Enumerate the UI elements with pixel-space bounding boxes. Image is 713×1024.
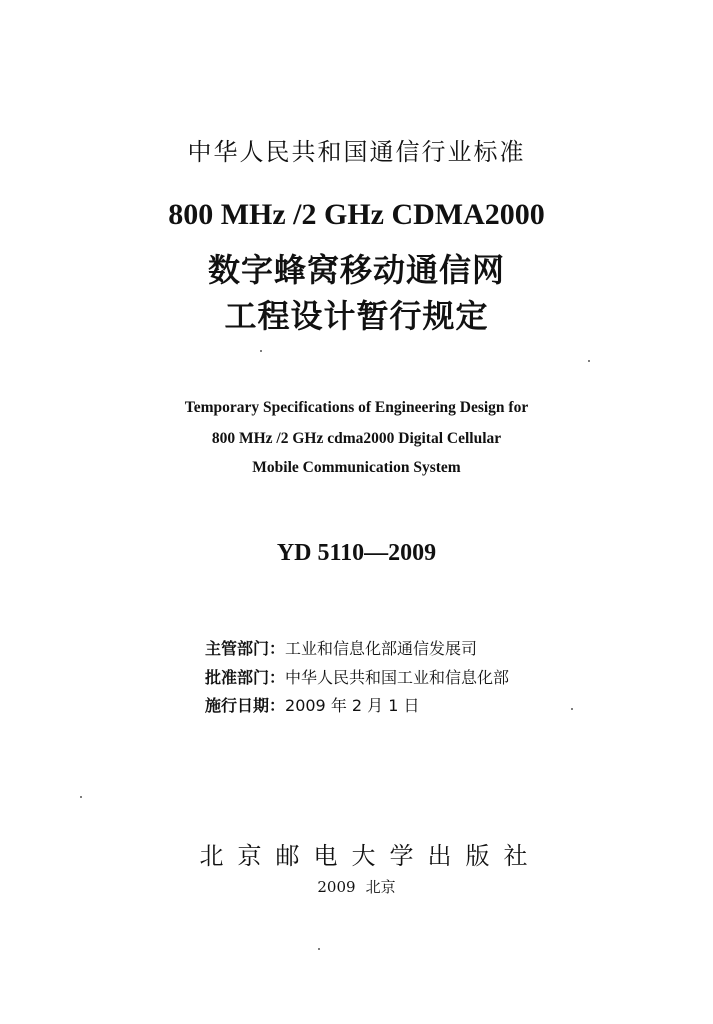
english-title-line-2: 800 MHz /2 GHz cdma2000 Digital Cellular	[211, 430, 502, 447]
competent-department	[205, 636, 477, 659]
effective-date	[205, 693, 420, 716]
publisher-name: 北京邮电大学出版社	[199, 842, 542, 870]
publication-city: 北京	[365, 878, 396, 896]
title-chinese-line-2: 工程设计暂行规定	[224, 297, 489, 335]
title-chinese-line-1: 数字蜂窝移动通信网	[207, 251, 505, 289]
standard-code: YD 5110—2009	[276, 540, 437, 566]
scan-speck	[260, 350, 262, 352]
standard-category: 中华人民共和国通信行业标准	[187, 138, 526, 166]
effective-date-label: 施行日期：	[205, 696, 286, 715]
approval-department	[205, 665, 509, 688]
scan-speck	[588, 360, 590, 362]
english-title-line-1: Temporary Specifications of Engineering Design for	[184, 399, 529, 416]
effective-date-value: 2009 年 2 月 1 日	[285, 696, 420, 715]
title-english-line: 800 MHz /2 GHz CDMA2000	[168, 198, 545, 231]
scan-speck	[80, 796, 82, 798]
scan-speck	[571, 708, 573, 710]
competent-department-value: 工业和信息化部通信发展司	[285, 639, 478, 658]
approval-department-value: 中华人民共和国工业和信息化部	[285, 668, 510, 687]
publication-year: 2009	[317, 878, 356, 896]
english-title-line-3: Mobile Communication System	[252, 459, 461, 476]
publication-info	[0, 876, 713, 897]
competent-department-label: 主管部门：	[205, 639, 286, 658]
approval-department-label: 批准部门：	[205, 668, 286, 687]
scan-speck	[318, 948, 320, 950]
